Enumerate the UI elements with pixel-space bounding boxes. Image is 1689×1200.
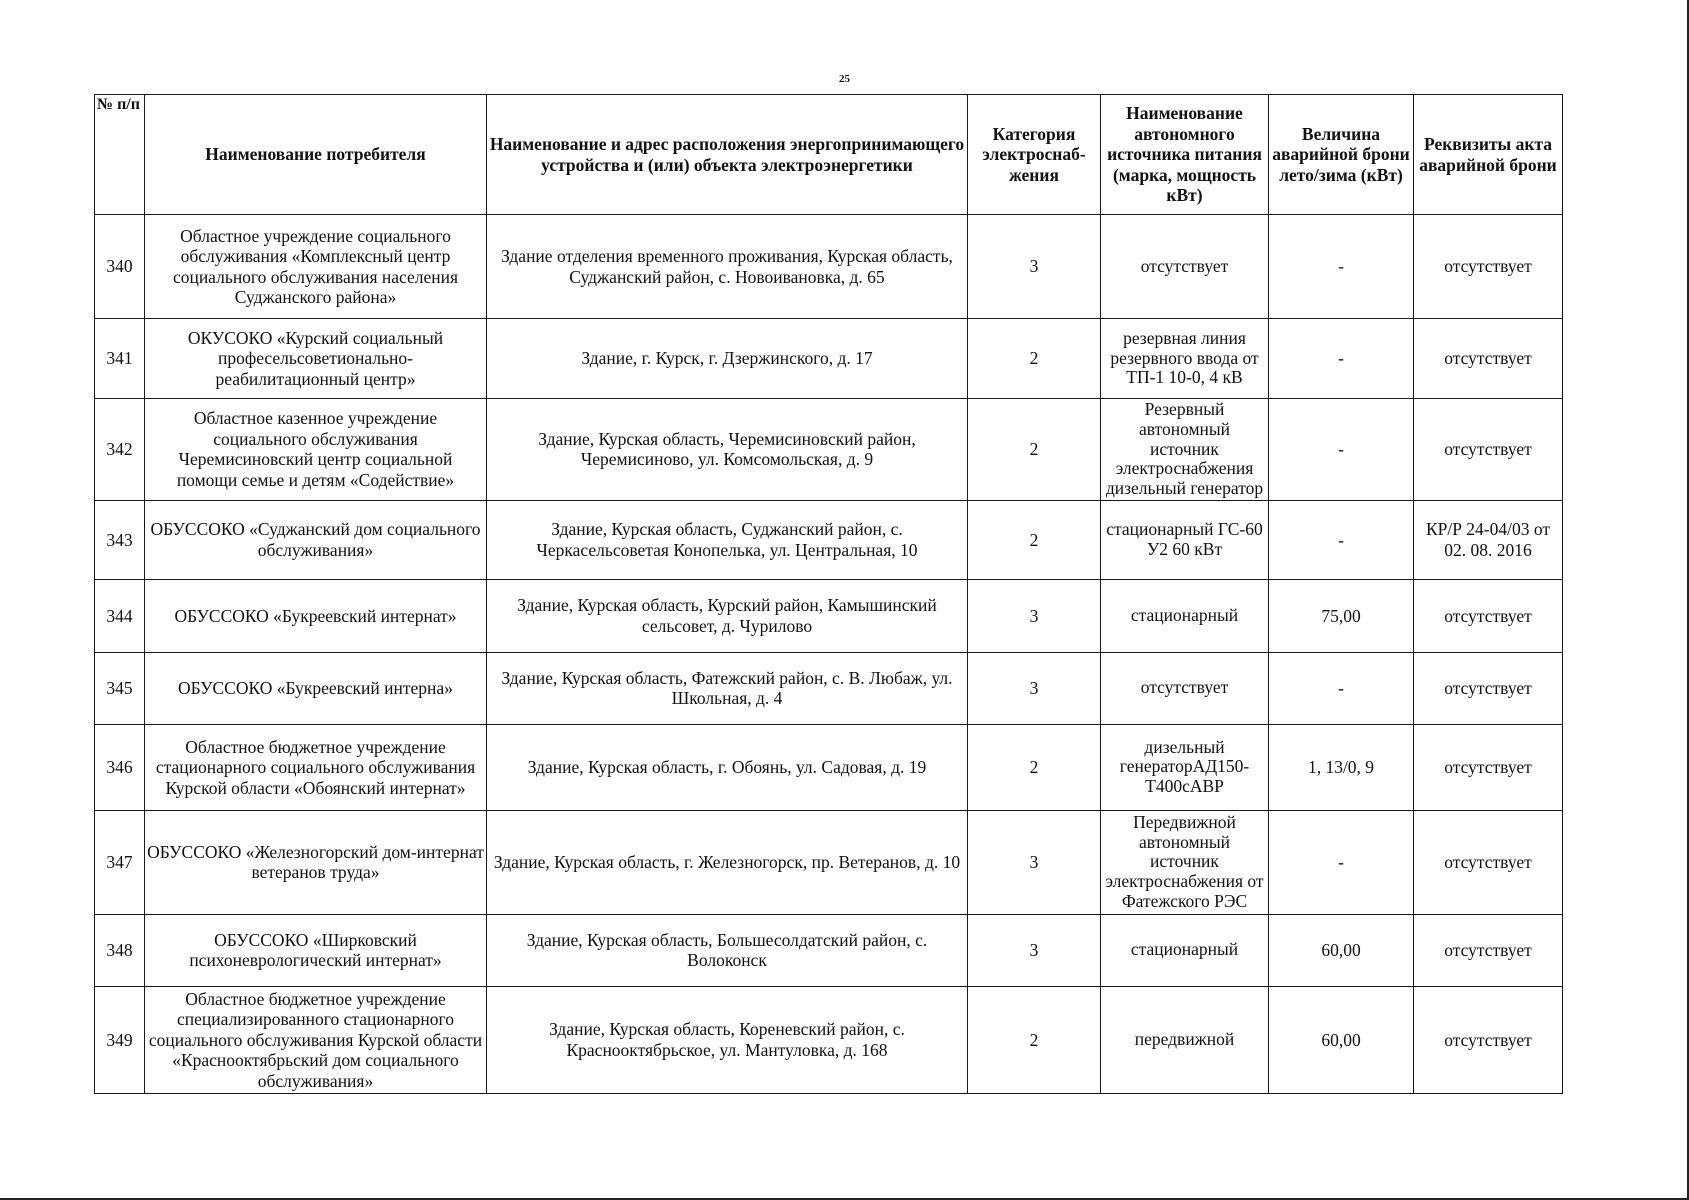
row-number: 346 (95, 724, 145, 810)
header-act-details: Реквизиты акта аварийной брони (1414, 95, 1563, 215)
supply-category: 2 (968, 500, 1101, 579)
row-number: 342 (95, 399, 145, 501)
row-number: 343 (95, 500, 145, 579)
object-address: Здание, Курская область, Суджанский район, с. Черкасельсоветая Конопелька, ул. Центральная, 10 (487, 500, 968, 579)
consumer-name: Областное учреждение социального обслуживания «Комплексный центр социального обслуживания населения Суджанского района» (145, 215, 487, 319)
header-address: Наименование и адрес расположения энергопринимающего устройства и (или) объекта электроэнергетики (487, 95, 968, 215)
supply-category: 2 (968, 399, 1101, 501)
reserve-value: - (1269, 500, 1414, 579)
reserve-value: 60,00 (1269, 914, 1414, 986)
header-category: Категория электроснаб-жения (968, 95, 1101, 215)
row-number: 340 (95, 215, 145, 319)
object-address: Здание, Курская область, Кореневский район, с. Краснооктябрьское, ул. Мантуловка, д. 168 (487, 986, 968, 1093)
page-number: 25 (839, 73, 850, 85)
object-address: Здание, г. Курск, г. Дзержинского, д. 17 (487, 319, 968, 399)
object-address: Здание, Курская область, г. Обоянь, ул. Садовая, д. 19 (487, 724, 968, 810)
object-address: Здание, Курская область, Фатежский район, с. В. Любаж, ул. Школьная, д. 4 (487, 652, 968, 724)
reserve-value: - (1269, 652, 1414, 724)
header-reserve-value: Величина аварийной брони лето/зима (кВт) (1269, 95, 1414, 215)
row-number: 345 (95, 652, 145, 724)
table-row (95, 914, 1563, 986)
header-consumer: Наименование потребителя (145, 95, 487, 215)
row-number: 349 (95, 986, 145, 1093)
table-row (95, 579, 1563, 652)
consumer-name: ОКУСОКО «Курский социальный професельсоветионально-реабилитационный центр» (145, 319, 487, 399)
act-details: отсутствует (1414, 579, 1563, 652)
consumer-registry-table (94, 94, 1563, 1094)
object-address: Здание, Курская область, г. Железногорск, пр. Ветеранов, д. 10 (487, 810, 968, 914)
power-source: передвижной (1101, 986, 1269, 1093)
reserve-value: 60,00 (1269, 986, 1414, 1093)
consumer-name: Областное казенное учреждение социального обслуживания Черемисиновский центр социальной помощи семье и детям «Содействие» (145, 399, 487, 501)
object-address: Здание, Курская область, Курский район, Камышинский сельсовет, д. Чурилово (487, 579, 968, 652)
power-source: отсутствует (1101, 652, 1269, 724)
power-source: резервная линия резервного ввода от ТП-1 10-0, 4 кВ (1101, 319, 1269, 399)
supply-category: 3 (968, 579, 1101, 652)
reserve-value: 75,00 (1269, 579, 1414, 652)
table-row (95, 810, 1563, 914)
act-details: отсутствует (1414, 652, 1563, 724)
reserve-value: - (1269, 810, 1414, 914)
power-source: стационарный (1101, 914, 1269, 986)
table-row (95, 724, 1563, 810)
consumer-name: ОБУССОКО «Ширковский психоневрологический интернат» (145, 914, 487, 986)
supply-category: 2 (968, 986, 1101, 1093)
supply-category: 2 (968, 724, 1101, 810)
supply-category: 3 (968, 215, 1101, 319)
table-row (95, 500, 1563, 579)
table-row (95, 399, 1563, 501)
supply-category: 3 (968, 652, 1101, 724)
reserve-value: - (1269, 215, 1414, 319)
row-number: 344 (95, 579, 145, 652)
act-details: отсутствует (1414, 914, 1563, 986)
act-details: КР/Р 24-04/03 от 02. 08. 2016 (1414, 500, 1563, 579)
object-address: Здание, Курская область, Большесолдатский район, с. Волоконск (487, 914, 968, 986)
act-details: отсутствует (1414, 810, 1563, 914)
reserve-value: 1, 13/0, 9 (1269, 724, 1414, 810)
table-row (95, 319, 1563, 399)
act-details: отсутствует (1414, 986, 1563, 1093)
power-source: стационарный ГС-60 У2 60 кВт (1101, 500, 1269, 579)
header-row (95, 95, 1563, 215)
reserve-value: - (1269, 319, 1414, 399)
object-address: Здание отделения временного проживания, Курская область, Суджанский район, с. Новоивановка, д. 65 (487, 215, 968, 319)
table-row (95, 986, 1563, 1093)
consumer-name: ОБУССОКО «Букреевский интерна» (145, 652, 487, 724)
header-number: № п/п (95, 95, 145, 215)
supply-category: 2 (968, 319, 1101, 399)
header-power-source: Наименование автономного источника питания (марка, мощность кВт) (1101, 95, 1269, 215)
supply-category: 3 (968, 914, 1101, 986)
table-row (95, 215, 1563, 319)
power-source: стационарный (1101, 579, 1269, 652)
reserve-value: - (1269, 399, 1414, 501)
supply-category: 3 (968, 810, 1101, 914)
consumer-name: Областное бюджетное учреждение стационарного социального обслуживания Курской области «Обоянский интернат» (145, 724, 487, 810)
act-details: отсутствует (1414, 724, 1563, 810)
table-row (95, 652, 1563, 724)
row-number: 347 (95, 810, 145, 914)
act-details: отсутствует (1414, 215, 1563, 319)
act-details: отсутствует (1414, 319, 1563, 399)
power-source: дизельный генераторАД150-Т400сАВР (1101, 724, 1269, 810)
power-source-text: Резервный автономный источник электроснабжения дизельный генератор (1105, 400, 1264, 499)
consumer-name: ОБУССОКО «Железногорский дом-интернат ветеранов труда» (145, 810, 487, 914)
row-number: 341 (95, 319, 145, 399)
consumer-name: ОБУССОКО «Суджанский дом социального обслуживания» (145, 500, 487, 579)
power-source: Передвижной автономный источник электроснабжения от Фатежского РЭС (1101, 810, 1269, 914)
power-source (1101, 399, 1269, 501)
row-number: 348 (95, 914, 145, 986)
consumer-name: ОБУССОКО «Букреевский интернат» (145, 579, 487, 652)
power-source: отсутствует (1101, 215, 1269, 319)
object-address: Здание, Курская область, Черемисиновский район, Черемисиново, ул. Комсомольская, д. 9 (487, 399, 968, 501)
consumer-name: Областное бюджетное учреждение специализированного стационарного социального обслуживания Курской области «Краснооктябрьский дом социального обслуживания» (145, 986, 487, 1093)
act-details: отсутствует (1414, 399, 1563, 501)
